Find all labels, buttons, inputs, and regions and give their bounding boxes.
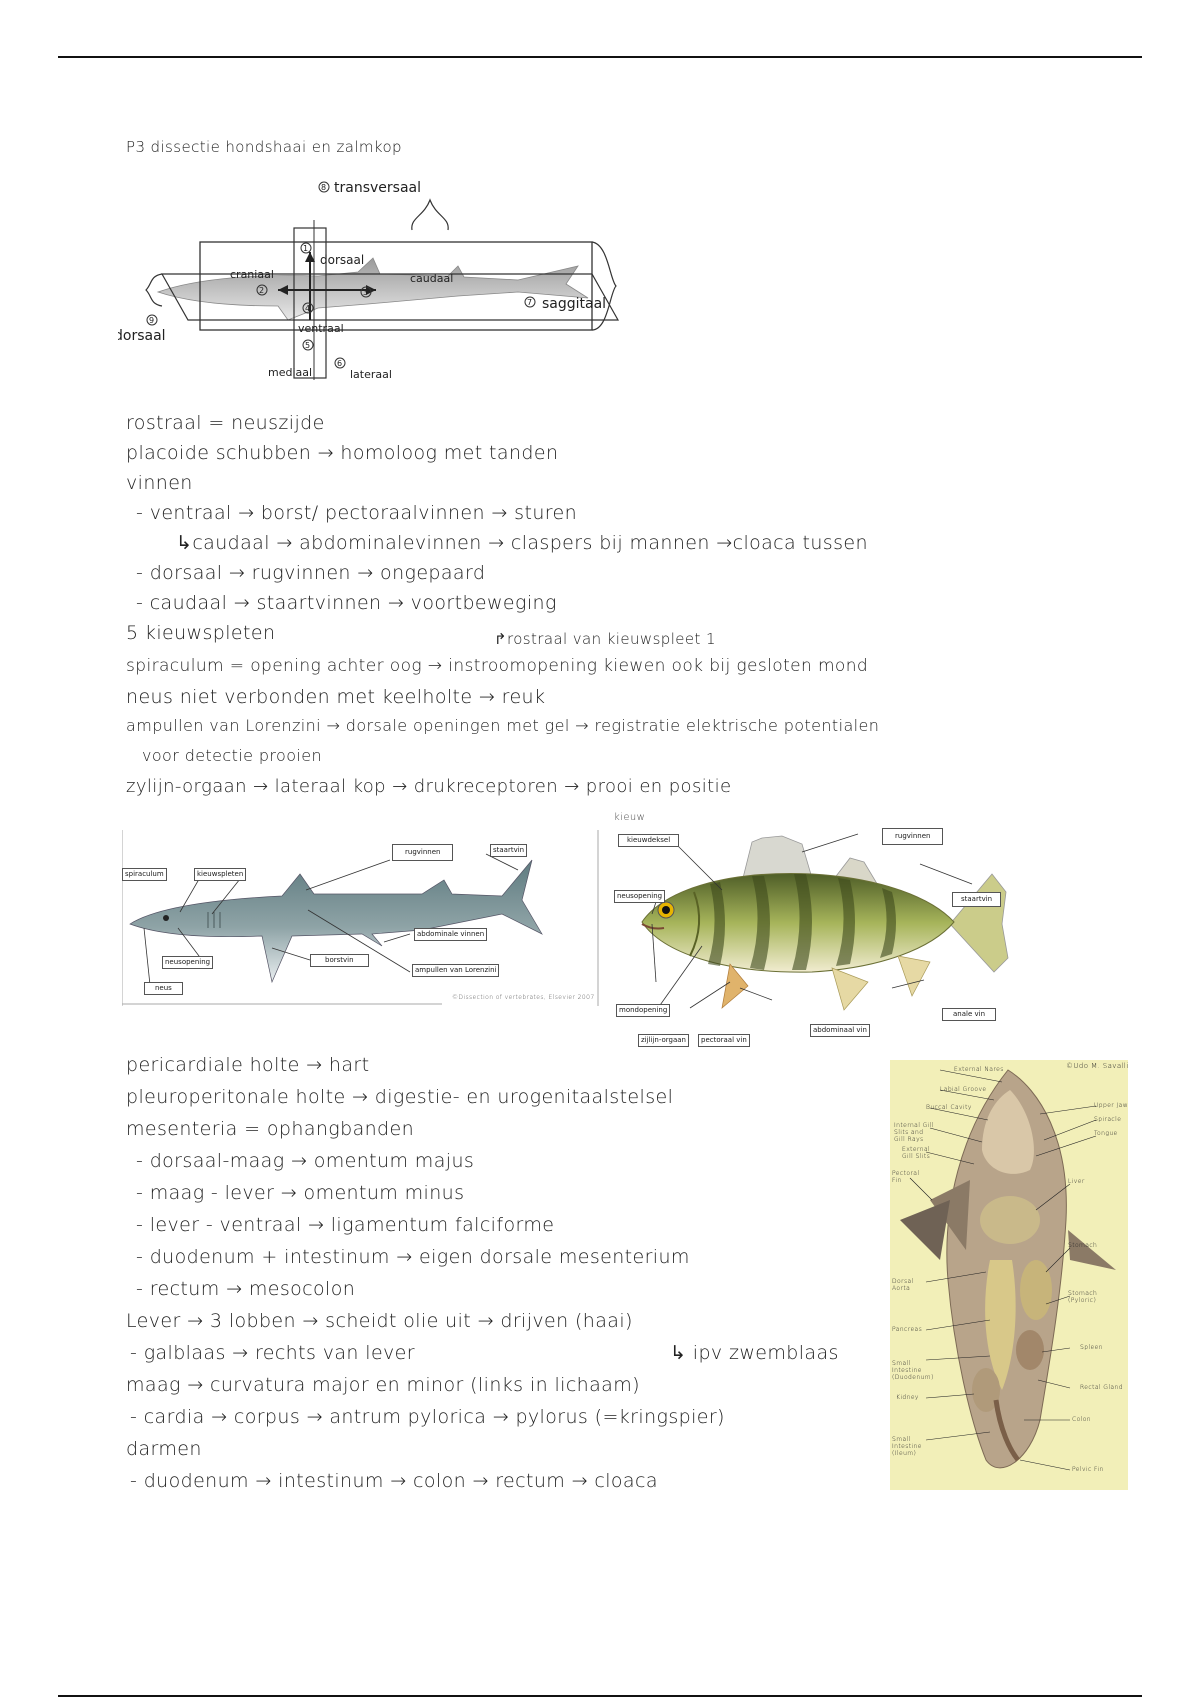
rostraal-note: ↱rostraal van kieuwspleet 1	[494, 630, 716, 648]
dissection-label: External Gill Slits	[902, 1146, 931, 1160]
perch-label-neusopening: neusopening	[614, 890, 665, 903]
svg-text:7: 7	[527, 298, 533, 307]
shark-label-neus: neus	[144, 982, 183, 995]
label-saggitaal: saggitaal	[542, 296, 607, 312]
note-line: - ventraal → borst/ pectoraalvinnen → sturen	[136, 502, 578, 524]
note-line: - cardia → corpus → antrum pylorica → pylorus (=kringspier)	[130, 1406, 725, 1428]
note-line: zylijn-orgaan → lateraal kop → drukreceptoren → prooi en positie	[126, 776, 732, 797]
dissection-label: Buccal Cavity	[926, 1104, 972, 1111]
perch-top-cut-label: kieuw	[614, 812, 646, 823]
shark-figure	[122, 830, 600, 1006]
perch-label-kieuwdeksel: kieuwdeksel	[618, 834, 679, 847]
label-dorsaal-top: dorsaal	[320, 253, 365, 267]
note-line: darmen	[126, 1438, 202, 1460]
dissection-label: Labial Groove	[940, 1086, 987, 1093]
svg-text:4: 4	[305, 304, 311, 313]
dissection-label: Pancreas	[892, 1326, 923, 1333]
note-line: - lever - ventraal → ligamentum falciforme	[136, 1214, 555, 1236]
dissection-credit: ©Udo M. Savalli	[1066, 1062, 1129, 1070]
svg-text:8: 8	[321, 183, 327, 192]
svg-text:1: 1	[303, 244, 309, 253]
shark-label-spiraculum: spiraculum	[122, 868, 167, 881]
svg-text:3: 3	[363, 288, 369, 297]
dissection-label: Spleen	[1080, 1344, 1103, 1351]
svg-text:9: 9	[149, 316, 155, 325]
note-line: - dorsaal → rugvinnen → ongepaard	[136, 562, 486, 584]
label-caudaal: caudaal	[410, 272, 454, 285]
note-line: rostraal = neuszijde	[126, 412, 325, 434]
zwemblaas-note: ↳ ipv zwemblaas	[670, 1342, 839, 1364]
label-transversaal: transversaal	[334, 180, 421, 196]
note-line: 5 kieuwspleten	[126, 622, 276, 644]
note-line: - dorsaal-maag → omentum majus	[136, 1150, 475, 1172]
dissection-label: Stomach	[1068, 1242, 1098, 1249]
note-line: spiraculum = opening achter oog → instroomopening kiewen ook bij gesloten mond	[126, 656, 869, 676]
note-line: - duodenum → intestinum → colon → rectum → cloaca	[130, 1470, 658, 1492]
note-line: - maag - lever → omentum minus	[136, 1182, 465, 1204]
perch-label-pectoraal-vin: pectoraal vin	[698, 1034, 750, 1047]
perch-label-anale-vin: anale vin	[942, 1008, 996, 1021]
label-lateraal: lateraal	[350, 368, 392, 381]
note-line: - rectum → mesocolon	[136, 1278, 356, 1300]
label-craniaal: craniaal	[230, 268, 274, 281]
note-line: Lever → 3 lobben → scheidt olie uit → drijven (haai)	[126, 1310, 633, 1332]
note-line: mesenteria = ophangbanden	[126, 1118, 415, 1140]
note-line: pleuroperitonale holte → digestie- en urogenitaalstelsel	[126, 1086, 674, 1108]
shark-label-ampullen: ampullen van Lorenzini	[412, 964, 499, 977]
shark-credit: ©Dissection of vertebrates, Elsevier 2007	[452, 994, 595, 1001]
dissection-label: Tongue	[1094, 1130, 1118, 1137]
dissection-label: External Nares	[954, 1066, 1004, 1073]
note-line: voor detectie prooien	[142, 746, 323, 765]
dissection-label: Upper Jaw	[1094, 1102, 1129, 1109]
svg-text:2: 2	[259, 286, 265, 295]
anatomical-planes-diagram	[118, 180, 638, 390]
note-line: ↳caudaal → abdominalevinnen → claspers bij mannen →cloaca tussen	[176, 532, 868, 554]
planes-svg	[118, 180, 638, 390]
perch-label-staartvin: staartvin	[952, 892, 1001, 907]
shark-label-staartvin: staartvin	[490, 844, 527, 857]
dissection-label: Colon	[1072, 1416, 1092, 1423]
dissection-label: Liver	[1068, 1178, 1085, 1185]
dissection-photo	[890, 1060, 1128, 1490]
shark-label-borstvin: borstvin	[310, 954, 369, 967]
note-line: pericardiale holte → hart	[126, 1054, 370, 1076]
dissection-label: Kidney	[896, 1394, 919, 1401]
page-title: P3 dissectie hondshaai en zalmkop	[126, 138, 402, 156]
dissection-label: Spiracle	[1094, 1116, 1122, 1123]
dissection-label: Dorsal Aorta	[892, 1278, 914, 1292]
dissection-label: Small Intestine (Ileum)	[892, 1436, 922, 1457]
dissection-label: Small Intestine (Duodenum)	[892, 1360, 934, 1381]
perch-label-rugvinnen: rugvinnen	[882, 828, 943, 845]
bottom-rule	[58, 1695, 1142, 1697]
svg-text:6: 6	[337, 359, 343, 368]
svg-text:5: 5	[305, 341, 311, 350]
perch-label-zijlijn-orgaan: zijlijn-orgaan	[638, 1034, 689, 1047]
note-line: vinnen	[126, 472, 193, 494]
dissection-label: Stomach (Pyloric)	[1068, 1290, 1098, 1304]
shark-label-rugvinnen: rugvinnen	[392, 844, 453, 861]
top-rule	[58, 56, 1142, 58]
dissection-label: Rectal Gland	[1080, 1384, 1123, 1391]
label-ventraal: ventraal	[298, 322, 344, 335]
note-line: neus niet verbonden met keelholte → reuk	[126, 686, 546, 708]
note-line: - duodenum + intestinum → eigen dorsale mesenterium	[136, 1246, 690, 1268]
note-line: maag → curvatura major en minor (links in lichaam)	[126, 1374, 640, 1396]
note-line: - galblaas → rechts van lever	[130, 1342, 415, 1364]
note-line: - caudaal → staartvinnen → voortbeweging	[136, 592, 557, 614]
shark-label-abdominale-vinnen: abdominale vinnen	[414, 928, 487, 941]
note-line: placoide schubben → homoloog met tanden	[126, 442, 559, 464]
perch-label-abdominaal-vin: abdominaal vin	[810, 1024, 870, 1037]
perch-label-mondopening: mondopening	[616, 1004, 670, 1017]
label-mediaal: mediaal	[268, 366, 313, 379]
dissection-label: Pelvic Fin	[1072, 1466, 1104, 1473]
dissection-label: Pectoral Fin	[892, 1170, 920, 1184]
shark-label-kieuwspleten: kieuwspleten	[194, 868, 246, 881]
note-line: ampullen van Lorenzini → dorsale openingen met gel → registratie elektrische potentialen	[126, 716, 880, 735]
shark-label-neusopening: neusopening	[162, 956, 213, 969]
shark-svg	[122, 830, 600, 1006]
dissection-label: Internal Gill Slits and Gill Rays	[894, 1122, 934, 1143]
label-dorsaal-left: dorsaal	[118, 328, 166, 344]
perch-figure	[612, 812, 1052, 1052]
